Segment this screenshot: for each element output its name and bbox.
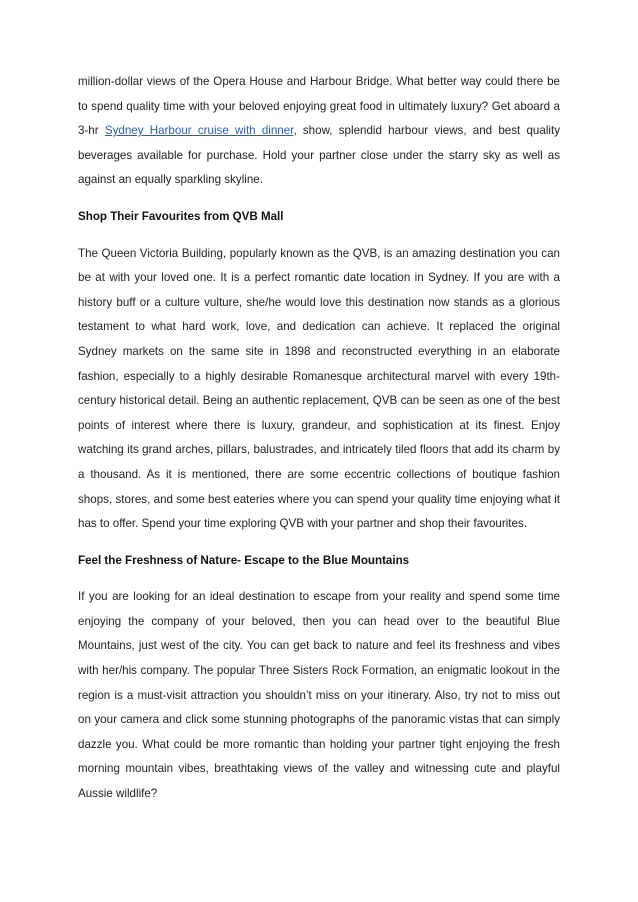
heading-blue-mountains: Feel the Freshness of Nature- Escape to the Blue Mountains — [78, 553, 410, 567]
heading-qvb-mall: Shop Their Favourites from QVB Mall — [78, 209, 284, 223]
sydney-harbour-cruise-link[interactable]: Sydney Harbour cruise with dinner — [104, 124, 294, 138]
paragraph-harbour-cruise — [78, 70, 560, 193]
paragraph-blue-mountains: If you are looking for an ideal destination to escape from your reality and spend some time enjoying the company of your beloved, then you can head over to the beautiful Blue Mountains, just west of the city. You can get back to nature and feel its freshness and vibes with her/his company. The popular Three Sisters Rock Formation, an enigmatic lookout in the region is a must-visit attraction you shouldn’t miss on your itinerary. Also, try not to miss out on your camera and click some stunning photographs of the panoramic vistas that can simply dazzle you. What could be more romantic than holding your partner tight enjoying the fresh morning mountain vibes, breathtaking views of the valley and witnessing cute and playful Aussie wildlife? — [78, 590, 560, 801]
document-page — [78, 70, 560, 807]
paragraph-qvb: The Queen Victoria Building, popularly known as the QVB, is an amazing destination you can be at with your loved one. It is a perfect romantic date location in Sydney. If you are with a history buff or a culture vulture, she/he would love this destination now stands as a glorious testament to what hard work, love, and dedication can achieve. It replaced the original Sydney markets on the same site in 1898 and reconstructed everything in an elaborate fashion, especially to a highly desirable Romanesque architectural marvel with every 19th-century historical detail. Being an authentic replacement, QVB can be seen as one of the best points of interest where there is luxury, grandeur, and sophistication at its finest. Enjoy watching its grand arches, pillars, balustrades, and intricately tiled floors that add its charm by a thousand. As it is mentioned, there are some eccentric collections of boutique fashion shops, stores, and some best eateries where you can spend your quality time enjoying what it has to offer. Spend your time exploring QVB with your partner and shop their favourites. — [78, 246, 560, 531]
paragraph-text-after-link: , show, splendid harbour views, and best quality beverages available for purchase. Hold your partner close under the starry sky as well as against an equally sparkling skyline. — [78, 124, 561, 187]
paragraph-text-before-link: million-dollar views of the Opera House and Harbour Bridge. What better way could there be to spend quality time with your beloved enjoying great food in ultimately luxury? Get aboard a 3-hr — [78, 75, 560, 138]
